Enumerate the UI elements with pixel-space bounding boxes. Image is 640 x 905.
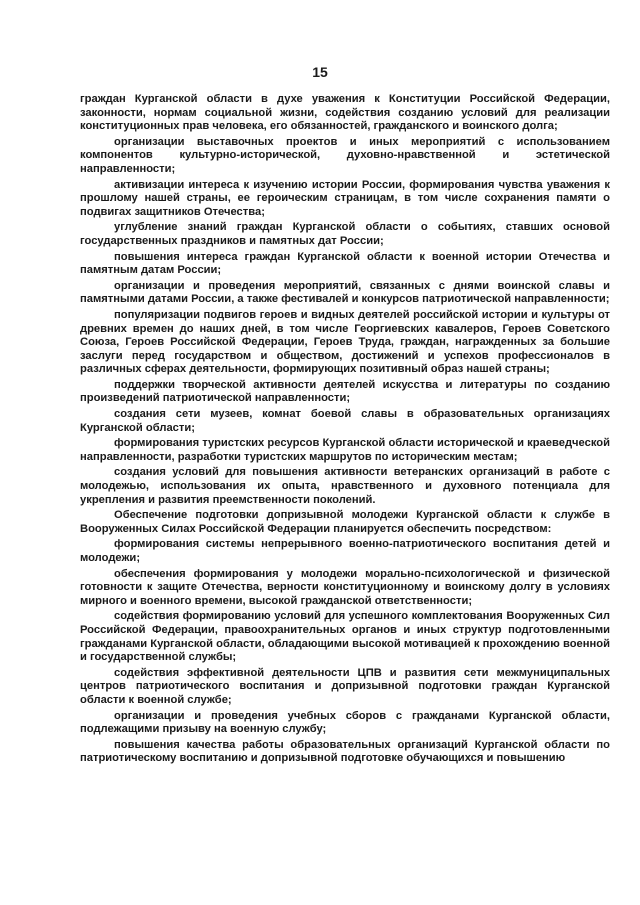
paragraph: содействия формированию условий для успешного комплектования Вооруженных Сил Российской Федерации, правоохранительных органов и иных структур подготовленными гражданами Курганской области, обладающими высокой мотивацией к прохождению военной и государственной службы;	[80, 610, 610, 664]
paragraph: обеспечения формирования у молодежи морально-психологической и физической готовности к защите Отечества, верности конституционному и воинскому долгу в условиях мирного и военного времени, высокой гражданской ответственности;	[80, 567, 610, 607]
paragraph: формирования туристских ресурсов Курганской области исторической и краеведческой направленности, разработки туристских маршрутов по историческим местам;	[80, 437, 610, 463]
paragraph: создания сети музеев, комнат боевой славы в образовательных организациях Курганской области;	[80, 408, 610, 434]
paragraph: организации и проведения мероприятий, связанных с днями воинской славы и памятными датами России, а также фестивалей и конкурсов патриотической направленности;	[80, 279, 610, 306]
paragraph: активизации интереса к изучению истории России, формирования чувства уважения к прошлому нашей страны, ее героическим страницам, в том числе сохранения памяти о подвигах защитников Отечества;	[80, 178, 610, 218]
paragraph: организации и проведения учебных сборов с гражданами Курганской области, подлежащими призыву на военную службу;	[80, 709, 610, 736]
paragraph: формирования системы непрерывного военно-патриотического воспитания детей и молодежи;	[80, 538, 610, 564]
paragraph: популяризации подвигов героев и видных деятелей российской истории и культуры от древних времен до наших дней, в том числе Георгиевских кавалеров, Героев Советского Союза, Героев Российской Федерации, Героев Труда, граждан, награжденных за большие заслуги перед государством и обществом, достижений и успехов профессионалов в различных сферах деятельности, формирующих позитивный образ нашей страны;	[80, 308, 610, 376]
paragraph: Обеспечение подготовки допризывной молодежи Курганской области к службе в Вооруженных Силах Российской Федерации планируется обеспечить посредством:	[80, 509, 610, 535]
paragraph: повышения качества работы образовательных организаций Курганской области по патриотическому воспитанию и допризывной подготовке обучающихся и повышению	[80, 738, 610, 765]
paragraph: поддержки творческой активности деятелей искусства и литературы по созданию произведений патриотической направленности;	[80, 378, 610, 405]
paragraph: создания условий для повышения активности ветеранских организаций в работе с молодежью, использования их опыта, нравственного и духовного потенциала для укрепления и развития преемственности поколений.	[80, 466, 610, 506]
page-number: 15	[312, 64, 328, 80]
document-body	[80, 93, 610, 768]
paragraph: повышения интереса граждан Курганской области к военной истории Отечества и памятным датам России;	[80, 250, 610, 277]
paragraph: граждан Курганской области в духе уважения к Конституции Российской Федерации, законности, нормам социальной жизни, содействия созданию условий для реализации конституционных прав человека, его обязанностей, гражданского и воинского долга;	[80, 93, 610, 133]
paragraph: углубление знаний граждан Курганской области о событиях, ставших основой государственных праздников и памятных дат России;	[80, 221, 610, 247]
paragraph: содействия эффективной деятельности ЦПВ и развития сети межмуниципальных центров патриотического воспитания и допризывной подготовки граждан Курганской области к военной службе;	[80, 666, 610, 706]
paragraph: организации выставочных проектов и иных мероприятий с использованием компонентов культурно-исторической, духовно-нравственной и эстетической направленности;	[80, 135, 610, 175]
